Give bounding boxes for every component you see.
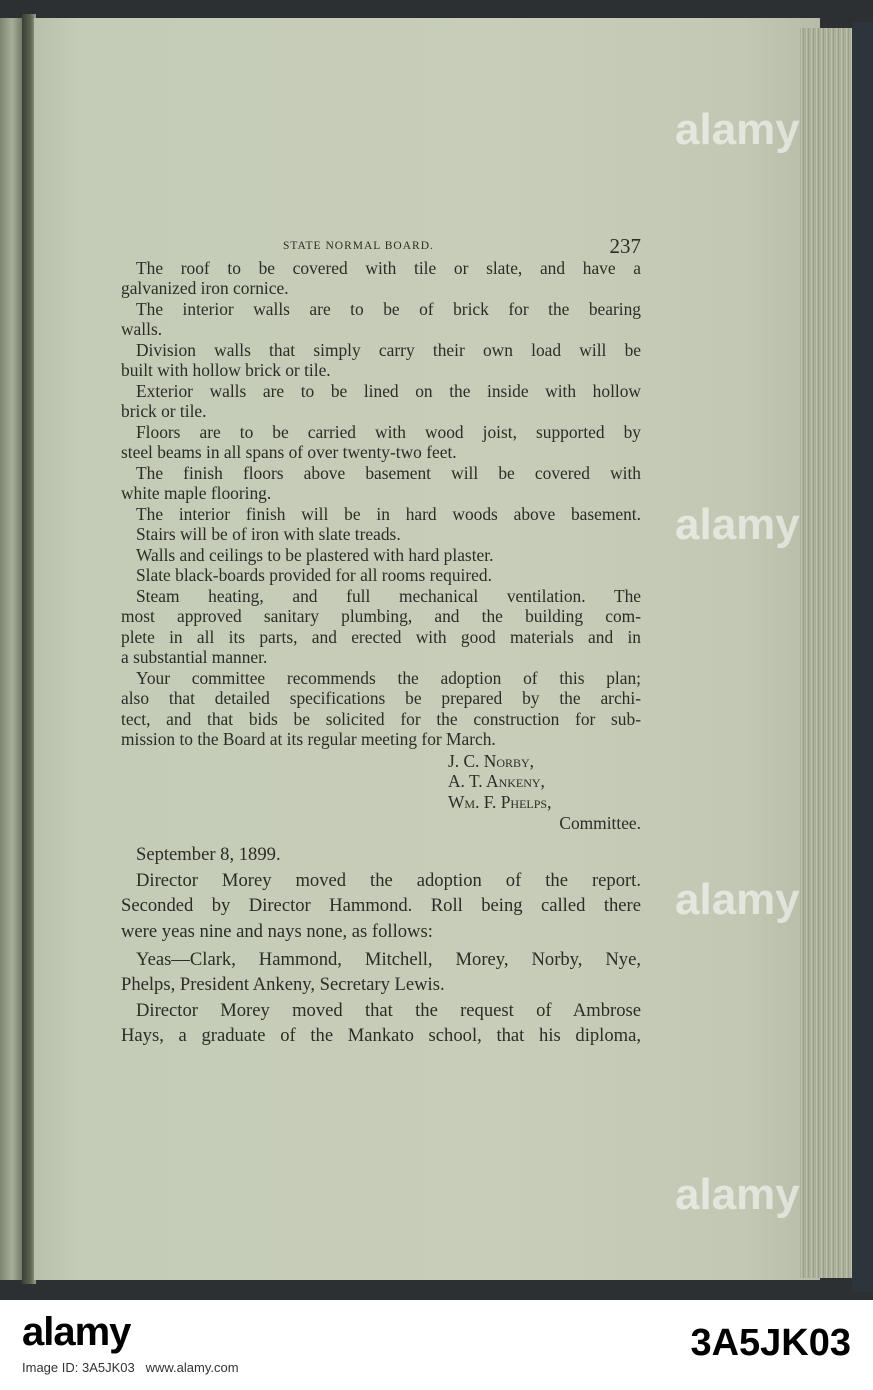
signature-norby: J. C. Norby,: [448, 751, 535, 771]
text-line: Slate black-boards provided for all rooms required.: [136, 565, 492, 585]
text-line: most approved sanitary plumbing, and the building com-: [121, 606, 641, 626]
text-line: Seconded by Director Hammond. Roll being called there: [121, 895, 641, 916]
text-line: Steam heating, and full mechanical ventilation. The: [136, 586, 641, 606]
image-code: 3A5JK03: [690, 1322, 851, 1364]
text-line: Director Morey moved that the request of Ambrose: [136, 1000, 641, 1021]
text-line: tect, and that bids be solicited for the construction for sub-: [121, 709, 641, 729]
text-line: Director Morey moved the adoption of the report.: [136, 870, 641, 891]
text-line: mission to the Board at its regular meeting for March.: [121, 729, 496, 749]
text-line: Floors are to be carried with wood joist, supported by: [136, 422, 641, 442]
watermark: alamy: [675, 875, 800, 924]
signature-phelps: Wm. F. Phelps,: [448, 792, 552, 812]
back-cover: [852, 22, 873, 1292]
text-line: plete in all its parts, and erected with good materials and in: [121, 627, 641, 647]
image-id-label: Image ID: 3A5JK03 www.alamy.com: [22, 1360, 239, 1375]
text-line: a substantial manner.: [121, 647, 268, 667]
book-page: [34, 18, 820, 1280]
text-line: white maple flooring.: [121, 483, 272, 503]
text-line: Stairs will be of iron with slate treads.: [136, 524, 401, 544]
text-line: Your committee recommends the adoption of this plan;: [136, 668, 641, 688]
text-line: Exterior walls are to be lined on the inside with hollow: [136, 381, 641, 401]
text-line: built with hollow brick or tile.: [121, 360, 331, 380]
text-line: galvanized iron cornice.: [121, 278, 289, 298]
text-line: Phelps, President Ankeny, Secretary Lewis.: [121, 974, 445, 995]
alamy-logo[interactable]: alamy: [22, 1310, 131, 1354]
text-line: walls.: [121, 319, 163, 339]
text-line: brick or tile.: [121, 401, 207, 421]
text-line: steel beams in all spans of over twenty-two feet.: [121, 442, 457, 462]
text-line: The interior finish will be in hard woods above basement.: [136, 504, 641, 524]
header-title: STATE NORMAL BOARD.: [283, 240, 434, 252]
page-number: 237: [609, 234, 641, 258]
text-line: September 8, 1899.: [136, 844, 281, 865]
watermark: alamy: [675, 105, 800, 154]
signature-committee: Committee.: [559, 813, 641, 833]
page-edges: [800, 28, 854, 1278]
text-line: The finish floors above basement will be covered with: [136, 463, 641, 483]
text-line: Division walls that simply carry their own load will be: [136, 340, 641, 360]
text-line: Hays, a graduate of the Mankato school, that his diploma,: [121, 1025, 641, 1046]
text-line: Yeas—Clark, Hammond, Mitchell, Morey, Norby, Nye,: [136, 949, 641, 970]
stock-footer: [0, 1300, 873, 1390]
text-line: Walls and ceilings to be plastered with hard plaster.: [136, 545, 494, 565]
watermark: alamy: [675, 1170, 800, 1219]
text-line: also that detailed specifications be prepared by the archi-: [121, 688, 641, 708]
text-line: were yeas nine and nays none, as follows:: [121, 921, 433, 942]
watermark: alamy: [675, 500, 800, 549]
text-line: The interior walls are to be of brick for the bearing: [136, 299, 641, 319]
signature-ankeny: A. T. Ankeny,: [448, 771, 545, 791]
text-line: The roof to be covered with tile or slate, and have a: [136, 258, 641, 278]
left-page-edge: [0, 18, 24, 1280]
